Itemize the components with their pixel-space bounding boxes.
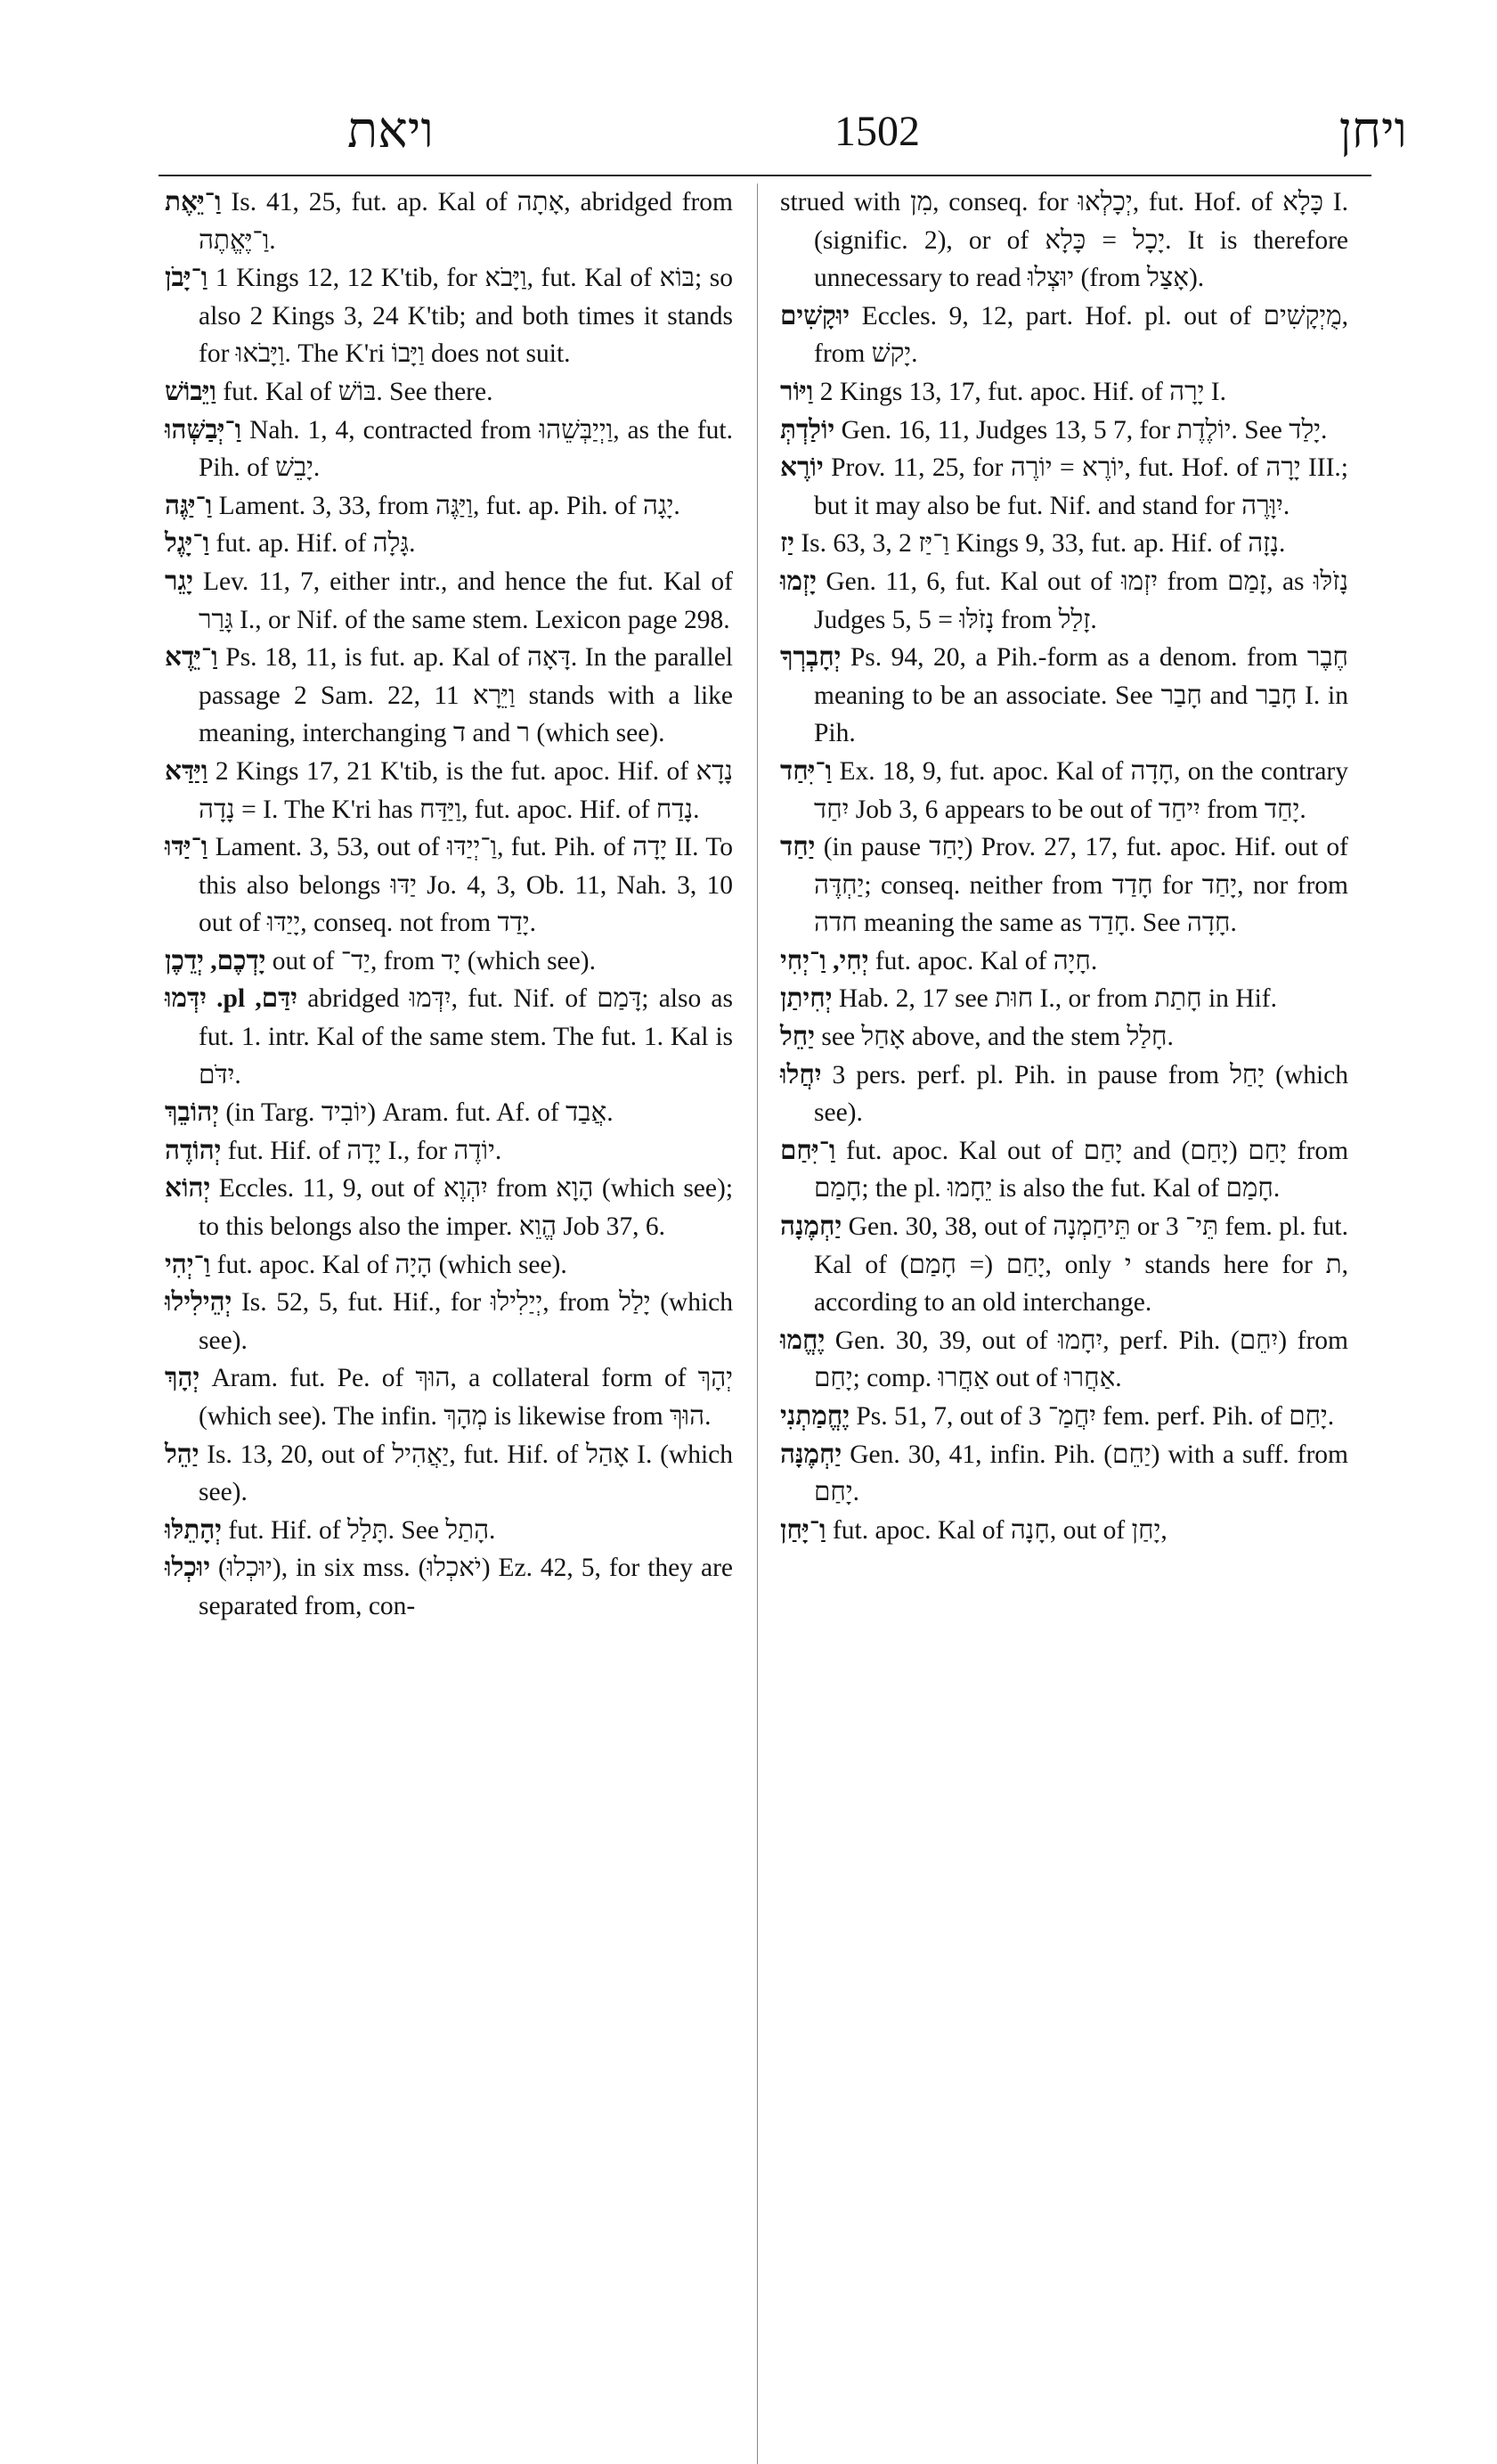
dictionary-entry bbox=[165, 753, 733, 828]
entry-headword: יְהָךְ bbox=[165, 1364, 200, 1393]
entry-definition: (יוּכְלוּ), in six mss. (יֹאכְלוּ) Ez. 42, 5, for they are separated from, con- bbox=[199, 1554, 733, 1620]
entry-headword: יָגֵר bbox=[165, 567, 193, 596]
entry-headword: יִדַּם, pl. יִדְּמוּ bbox=[165, 984, 298, 1014]
entry-definition: see אָחַל above, and the stem חָלַל. bbox=[821, 1023, 1174, 1052]
entry-definition: fut. apoc. Kal of הָיָה (which see). bbox=[216, 1250, 567, 1279]
dictionary-entry bbox=[780, 753, 1348, 828]
entry-headword: יָדְכֶם, יְדֵכֶן bbox=[165, 946, 266, 975]
entry-definition: 1 Kings 12, 12 K'tib, for וַיָּבֹא, fut. Kal of בּוֹא; so also 2 Kings 3, 24 K'tib; and both times it stands for וַיָּבֹאוּ. The K'ri וַיָּבוֹ does not suit. bbox=[199, 264, 733, 369]
entry-headword: וַ־יָּגֶל bbox=[165, 529, 210, 559]
dictionary-entry bbox=[780, 373, 1348, 412]
dictionary-entry bbox=[165, 525, 733, 563]
entry-definition: Is. 52, 5, fut. Hif., for יְיַלִילוּ, from יָלַל (which see). bbox=[199, 1288, 734, 1355]
dictionary-entry bbox=[780, 828, 1348, 942]
entry-definition: fut. Kal of בּוֹשׁ. See there. bbox=[223, 377, 493, 406]
right-column bbox=[780, 184, 1348, 1549]
dictionary-entry bbox=[165, 1359, 733, 1435]
entry-definition: Nah. 1, 4, contracted from וַיְיַבְּשֵׁהוּ, as the fut. Pih. of יָבֵשׁ. bbox=[199, 415, 734, 483]
entry-headword: יְחָבְרְךָ bbox=[780, 643, 842, 673]
entry-headword: וַ־יָּבֹן bbox=[165, 264, 208, 293]
entry-definition: Ps. 18, 11, is fut. ap. Kal of דָּאָה. In the parallel passage 2 Sam. 22, 11 וַיֵּרָא stands with a like meaning, interchanging ד and ר (which see). bbox=[199, 643, 734, 748]
entry-headword: יִחֲלוּ bbox=[780, 1060, 822, 1089]
entry-definition: fut. Hif. of יָדָה I., for יוֹדֶה. bbox=[227, 1136, 502, 1165]
entry-headword: וַיֵּבוֹשׁ bbox=[165, 377, 216, 406]
column-divider bbox=[757, 184, 758, 2464]
entry-definition: Is. 41, 25, fut. ap. Kal of אָתָה, abridged from וַ־יֶּאֱתֶה. bbox=[199, 188, 733, 255]
entry-headword: יְהָתֵלּוּ bbox=[165, 1515, 223, 1545]
entry-definition: strued with מִן, conseq. for יְכָלְאוּ, fut. Hof. of כָּלָא I. (signific. 2), or of יָכָל = כָּלָא. It is therefore unnecessary to read יוּצְלוּ (from אָצַל). bbox=[780, 188, 1349, 293]
dictionary-entry bbox=[780, 525, 1348, 563]
entry-definition: Is. 13, 20, out of יַאֲהִיל, fut. Hif. of אָהַל I. (which see). bbox=[199, 1440, 734, 1507]
entry-definition: Ex. 18, 9, fut. apoc. Kal of חָדָה, on the contrary יִחַד Job 3, 6 appears to be out of יִיחַד from יָחַד. bbox=[814, 756, 1348, 824]
entry-definition: Gen. 30, 39, out of יִחָמוּ, perf. Pih. (יִחֵם) from יָחַם; comp. אַחֲרוּ out of אַחֲרוּ. bbox=[814, 1326, 1349, 1393]
entry-headword: וַ־יֵּדֶא bbox=[165, 643, 218, 673]
dictionary-entry bbox=[165, 1284, 733, 1359]
dictionary-entry bbox=[780, 980, 1348, 1018]
entry-headword: וַ־יְהִי bbox=[165, 1250, 211, 1279]
entry-headword: וַ־יִּחַם bbox=[780, 1136, 836, 1165]
dictionary-entry bbox=[780, 298, 1348, 373]
dictionary-entry bbox=[165, 1170, 733, 1245]
entry-definition: Lev. 11, 7, either intr., and hence the fut. Kal of גָּרַר I., or Nif. of the same stem. Lexicon page 298. bbox=[199, 567, 733, 634]
dictionary-entry bbox=[780, 1208, 1348, 1322]
page-header bbox=[347, 100, 1407, 171]
dictionary-entry bbox=[165, 1246, 733, 1285]
entry-headword: יַחְמֶנָה bbox=[780, 1212, 842, 1242]
entry-definition: fut. apoc. Kal of חָיָה. bbox=[875, 946, 1098, 975]
entry-definition: fut. Hif. of תָּלַל. See הָתַל. bbox=[228, 1515, 496, 1545]
entry-definition: fut. apoc. Kal of חָנָה, out of יָחַן, bbox=[832, 1515, 1167, 1545]
dictionary-entry bbox=[165, 942, 733, 981]
dictionary-entry bbox=[780, 942, 1348, 981]
dictionary-entry bbox=[780, 1057, 1348, 1132]
entry-definition: Ps. 94, 20, a Pih.-form as a denom. from חֶבֶר meaning to be an associate. See חָבַר and חָבַר I. in Pih. bbox=[814, 643, 1348, 748]
entry-headword: וַ־יַּגֶּה bbox=[165, 491, 213, 520]
dictionary-entry bbox=[165, 1549, 733, 1625]
entry-headword: וַ־יֵּאֶת bbox=[165, 188, 222, 216]
entry-definition: Lament. 3, 53, out of וַ־יְיַדּוּ, fut. Pih. of יָדָה II. To this also belongs יַדּוּ Jo. 4, 3, Ob. 11, Nah. 3, 10 out of יָיַדּוּ, conseq. not from יָדַד. bbox=[199, 833, 733, 938]
dictionary-entry bbox=[780, 639, 1348, 753]
entry-headword: יְהוֹבֵךְ bbox=[165, 1098, 219, 1128]
left-column bbox=[165, 184, 733, 1626]
dictionary-entry bbox=[165, 639, 733, 753]
dictionary-entry bbox=[165, 412, 733, 487]
entry-headword: וַ־יִּחַד bbox=[780, 756, 833, 786]
entry-definition: Hab. 2, 17 see חוּת I., or from חָתַת in Hif. bbox=[838, 984, 1278, 1014]
entry-definition: fut. ap. Hif. of גָּלָה. bbox=[216, 529, 416, 559]
header-right-word: ויחן bbox=[1338, 103, 1407, 159]
header-left-word: ויאת bbox=[347, 103, 434, 159]
dictionary-entry bbox=[165, 259, 733, 373]
entry-headword: יַחֵל bbox=[780, 1023, 815, 1052]
entry-headword: יוּקָשִׁים bbox=[780, 301, 850, 330]
entry-definition: (in Targ. יוֹבִיד) Aram. fut. Af. of אֲבַד. bbox=[225, 1098, 614, 1128]
entry-definition: Gen. 16, 11, Judges 13, 5 7, for יוֹלֶדֶת. See יָלַד. bbox=[841, 415, 1328, 445]
entry-headword: יֶחֱמַתְנִי bbox=[780, 1402, 850, 1431]
entry-headword: וַ־יַּדּוּ bbox=[165, 833, 208, 862]
dictionary-entry bbox=[165, 828, 733, 942]
entry-definition: abridged יִדְּמוּ, fut. Nif. of דָּמַם; also as fut. 1. intr. Kal of the same stem. The fut. 1. Kal is יִדֹּם. bbox=[199, 984, 733, 1089]
entry-definition: 3 pers. perf. pl. Pih. in pause from יָחַל (which see). bbox=[814, 1060, 1348, 1128]
entry-headword: יְחִי, וַ־יְחִי bbox=[780, 946, 869, 975]
entry-headword: יְהוֹא bbox=[165, 1174, 211, 1203]
dictionary-entry bbox=[780, 449, 1348, 525]
dictionary-entry bbox=[780, 184, 1348, 298]
entry-headword: יֶחֱמוּ bbox=[780, 1326, 826, 1355]
entry-definition: Gen. 11, 6, fut. Kal out of יִזְמוּ from זָמַם, as נָזֹלּוּ Judges 5, 5 = נָזֹלּוּ from זָלַל. bbox=[814, 567, 1349, 634]
entry-headword: וַ־יָּחַן bbox=[780, 1515, 826, 1545]
dictionary-entry bbox=[780, 1018, 1348, 1057]
entry-definition: fut. apoc. Kal out of יָחַם and יָחַם (יָחַם) from חָמַם; the pl. יֵחָמוּ is also the fut. Kal of חָמַם. bbox=[814, 1136, 1349, 1203]
entry-definition: 2 Kings 13, 17, fut. apoc. Hif. of יָרָה I. bbox=[819, 377, 1226, 406]
entry-headword: יְהֵילִילוּ bbox=[165, 1288, 232, 1318]
entry-headword: יְהוֹדֶה bbox=[165, 1136, 222, 1165]
entry-definition: Ps. 51, 7, out of יִחֲמַ־ 3 fem. perf. Pih. of יָחַם. bbox=[856, 1402, 1335, 1431]
dictionary-entry bbox=[165, 184, 733, 259]
dictionary-entry bbox=[780, 1322, 1348, 1398]
dictionary-entry bbox=[165, 487, 733, 526]
dictionary-entry bbox=[165, 373, 733, 412]
entry-definition: Eccles. 11, 9, out of יִהְוֶא from הָוָא (which see); to this belongs also the imper. הֱוֵא Job 37, 6. bbox=[199, 1174, 734, 1242]
entry-headword: וַיַּדַּא bbox=[165, 756, 208, 786]
entry-headword: יְחִיתַן bbox=[780, 984, 833, 1014]
entry-definition: Lament. 3, 33, from וַיַּגֶּה, fut. ap. Pih. of יָגָה. bbox=[218, 491, 680, 520]
header-rule bbox=[159, 175, 1371, 176]
entry-headword: יַהֵל bbox=[165, 1440, 199, 1469]
entry-headword: יוֹלַדְתְּ bbox=[780, 415, 835, 445]
dictionary-entry bbox=[780, 1436, 1348, 1512]
entry-definition: out of יַד־, from יָד (which see). bbox=[272, 946, 596, 975]
page-number: 1502 bbox=[834, 108, 920, 155]
entry-headword: יַחַד bbox=[780, 833, 816, 862]
dictionary-entry bbox=[165, 1094, 733, 1132]
dictionary-entry bbox=[165, 1132, 733, 1171]
dictionary-entry bbox=[165, 563, 733, 639]
dictionary-entry bbox=[165, 980, 733, 1094]
entry-definition: Eccles. 9, 12, part. Hof. pl. out of מֻיְקָשִׁים, from יָקשׁ. bbox=[814, 301, 1348, 369]
entry-headword: יוּכְלוּ bbox=[165, 1554, 211, 1583]
entry-definition: Prov. 11, 25, for יוֹרֶא = יוֹרֶה, fut. Hof. of יָרָה III.; but it may also be fut. Nif. and stand for יִוָּרֶה. bbox=[814, 453, 1349, 520]
dictionary-entry bbox=[165, 1512, 733, 1550]
entry-headword: יַחְמֶנָּה bbox=[780, 1440, 842, 1469]
entry-definition: 2 Kings 17, 21 K'tib, is the fut. apoc. Hif. of נָדָא = נָדָה I. The K'ri has וַיַּדַּח, fut. apoc. Hif. of נָדַח. bbox=[199, 756, 734, 824]
entry-definition: Gen. 30, 38, out of תֵּיחַמְנָה or תֵּי־ 3 fem. pl. fut. Kal of יָחַם (= חָמַם), only י stands here for ת, according to an old interchange. bbox=[814, 1212, 1349, 1318]
entry-definition: Is. 63, 3, וַ־יַּז 2 Kings 9, 33, fut. ap. Hif. of נָזָה. bbox=[801, 529, 1286, 559]
entry-headword: יָזְמוּ bbox=[780, 567, 817, 596]
dictionary-entry bbox=[780, 1398, 1348, 1436]
dictionary-entry bbox=[780, 1132, 1348, 1208]
dictionary-entry bbox=[780, 563, 1348, 639]
dictionary-entry bbox=[780, 1512, 1348, 1550]
dictionary-entry bbox=[780, 412, 1348, 450]
dictionary-entry bbox=[165, 1436, 733, 1512]
entry-headword: וַ־יְּבַשְּׁהוּ bbox=[165, 415, 242, 445]
entry-headword: יַז bbox=[780, 529, 794, 559]
entry-headword: יוֹרֶא bbox=[780, 453, 824, 483]
entry-definition: Gen. 30, 41, infin. Pih. (יַחֵם) with a suff. from יָחַם. bbox=[814, 1440, 1348, 1507]
entry-headword: וַיּוֹר bbox=[780, 377, 814, 406]
entry-definition: (in pause יָחַד) Prov. 27, 17, fut. apoc. Hif. out of יַחְדֶּה; conseq. neither from חָדַד for יָחַד, nor from חדה meaning the same as חָדַד. See חָדָה. bbox=[814, 833, 1348, 938]
entry-definition: Aram. fut. Pe. of הוּךְ, a collateral form of יְהָךְ (which see). The infin. מְהָךְ is likewise from הוּךְ. bbox=[199, 1364, 733, 1431]
